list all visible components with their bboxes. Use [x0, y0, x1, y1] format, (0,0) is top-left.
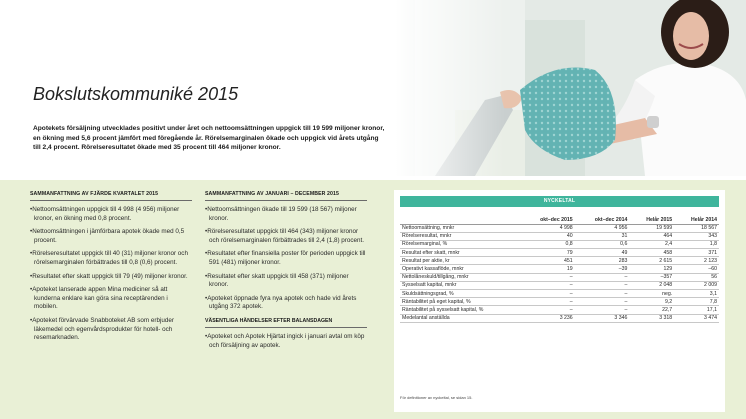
cell-value: 3 236 — [520, 314, 575, 322]
row-label: Skuldsättningsgrad, % — [400, 290, 520, 298]
kpi-table — [400, 216, 719, 323]
table-row — [400, 240, 719, 248]
cell-value: 4 956 — [575, 224, 630, 232]
row-label: Resultat per aktie, kr — [400, 257, 520, 265]
kpi-col-header: okt–dec 2015 — [520, 216, 575, 224]
cell-value: – — [575, 306, 630, 314]
cell-value: – — [575, 290, 630, 298]
table-row — [400, 232, 719, 240]
cell-value: 49 — [575, 249, 630, 257]
table-row — [400, 249, 719, 257]
q4-bullet: • Resultatet efter skatt uppgick till 79 (49) miljoner kronor. — [30, 273, 192, 282]
q4-bullet: • Apoteket lanserade appen Mina mediciner så att kunderna enklare kan göra sina receptärenden i mobilen. — [30, 286, 192, 312]
row-label: Rörelsemarginal, % — [400, 240, 520, 248]
cell-value: 18 567 — [674, 224, 719, 232]
cell-value: 464 — [629, 232, 674, 240]
table-row — [400, 257, 719, 265]
q4-heading: SAMMANFATTNING AV FJÄRDE KVARTALET 2015 — [30, 191, 192, 201]
table-row — [400, 298, 719, 306]
cell-value: – — [575, 281, 630, 289]
fullyear-bullet: • Resultatet efter skatt uppgick till 458 (371) miljoner kronor. — [205, 273, 367, 290]
cell-value: 1,8 — [674, 240, 719, 248]
cell-value: – — [520, 306, 575, 314]
q4-bullet: • Nettoomsättningen i jämförbara apotek ökade med 0,5 procent. — [30, 228, 192, 245]
cell-value: 3,1 — [674, 290, 719, 298]
cell-value: 0,8 — [520, 240, 575, 248]
cell-value: – — [575, 273, 630, 281]
cell-value: 17,1 — [674, 306, 719, 314]
cell-value: 2 123 — [674, 257, 719, 265]
cell-value: – — [520, 290, 575, 298]
fullyear-bullet: • Nettoomsättningen ökade till 19 599 (18 567) miljoner kronor. — [205, 206, 367, 223]
row-label: Sysselsatt kapital, mnkr — [400, 281, 520, 289]
cell-value: –357 — [629, 273, 674, 281]
hero-fade — [395, 0, 505, 176]
table-row — [400, 314, 719, 322]
cell-value: neg. — [629, 290, 674, 298]
cell-value: 2 048 — [629, 281, 674, 289]
row-label: Nettolåneskuld/tillgång, mnkr — [400, 273, 520, 281]
cell-value: 129 — [629, 265, 674, 273]
intro-paragraph: Apotekets försäljning utvecklades positivt under året och nettoomsättningen uppgick till 19 599 miljoner kronor, en ökning med 5,6 procent jämfört med föregående år. Rörelsemarginalen ökade och uppgick vid årets utgång till 2,4 procent. Rörelseresultatet ökade med 35 procent till 464 miljoner kronor. — [33, 125, 385, 151]
q4-summary — [30, 191, 192, 348]
row-label: Medelantal anställda — [400, 314, 520, 322]
kpi-header-row — [400, 216, 719, 224]
table-row — [400, 265, 719, 273]
cell-value: 451 — [520, 257, 575, 265]
table-row — [400, 281, 719, 289]
kpi-col-header: Helår 2014 — [674, 216, 719, 224]
cell-value: 458 — [629, 249, 674, 257]
cell-value: 31 — [575, 232, 630, 240]
cell-value: 7,8 — [674, 298, 719, 306]
kpi-card — [394, 190, 725, 412]
cell-value: 371 — [674, 249, 719, 257]
cell-value: 22,7 — [629, 306, 674, 314]
cell-value: 0,6 — [575, 240, 630, 248]
cell-value: – — [520, 273, 575, 281]
kpi-footnote: För definitioner av nyckeltal, se sidan 15. — [400, 395, 473, 400]
cell-value: –39 — [575, 265, 630, 273]
row-label: Resultat efter skatt, mnkr — [400, 249, 520, 257]
q4-bullet: • Rörelseresultatet uppgick till 40 (31) miljoner kronor och rörelsemarginalen förbättrades till 0,8 (0,6) procent. — [30, 250, 192, 267]
cell-value: 3 318 — [629, 314, 674, 322]
cell-value: –60 — [674, 265, 719, 273]
fullyear-heading: SAMMANFATTNING AV JANUARI – DECEMBER 2015 — [205, 191, 367, 201]
kpi-col-header: Helår 2015 — [629, 216, 674, 224]
fullyear-bullet: • Resultatet efter finansiella poster för perioden uppgick till 591 (481) miljoner kronor. — [205, 250, 367, 267]
cell-value: 2 009 — [674, 281, 719, 289]
row-label: Räntabilitet på sysselsatt kapital, % — [400, 306, 520, 314]
fullyear-bullet: • Apoteket öppnade fyra nya apotek och hade vid årets utgång 372 apotek. — [205, 295, 367, 312]
cell-value: 56 — [674, 273, 719, 281]
cell-value: – — [520, 298, 575, 306]
cell-value: 40 — [520, 232, 575, 240]
events-heading: VÄSENTLIGA HÄNDELSER EFTER BALANSDAGEN — [205, 318, 367, 328]
table-row — [400, 290, 719, 298]
q4-bullet: • Apoteket förvärvade Snabboteket AB som erbjuder läkemedel och egenvårdsprodukter för hotell- och resemarknaden. — [30, 317, 192, 343]
table-row — [400, 273, 719, 281]
kpi-title: NYCKELTAL — [400, 196, 719, 207]
cell-value: 2 615 — [629, 257, 674, 265]
cell-value: 19 599 — [629, 224, 674, 232]
cell-value: 4 998 — [520, 224, 575, 232]
fullyear-summary — [205, 191, 367, 355]
cell-value: – — [575, 298, 630, 306]
cell-value: 19 — [520, 265, 575, 273]
cell-value: – — [520, 281, 575, 289]
events-bullet: • Apoteket och Apotek Hjärtat ingick i januari avtal om köp och försäljning av apotek. — [205, 333, 367, 350]
row-label: Operativt kassaflöde, mnkr — [400, 265, 520, 273]
cell-value: 2,4 — [629, 240, 674, 248]
table-row — [400, 224, 719, 232]
row-label: Räntabilitet på eget kapital, % — [400, 298, 520, 306]
row-label: Nettoomsättning, mnkr — [400, 224, 520, 232]
cell-value: 3 474 — [674, 314, 719, 322]
q4-bullet: • Nettoomsättningen uppgick till 4 998 (4 956) miljoner kronor, en ökning med 0,8 procent. — [30, 206, 192, 223]
cell-value: 343 — [674, 232, 719, 240]
cell-value: 3 346 — [575, 314, 630, 322]
row-label: Rörelseresultat, mnkr — [400, 232, 520, 240]
cell-value: 283 — [575, 257, 630, 265]
cell-value: 79 — [520, 249, 575, 257]
page-title: Bokslutskommuniké 2015 — [33, 84, 239, 104]
table-row — [400, 306, 719, 314]
kpi-col-header: okt–dec 2014 — [575, 216, 630, 224]
kpi-corner — [400, 216, 520, 224]
cell-value: 9,2 — [629, 298, 674, 306]
fullyear-bullet: • Rörelseresultatet uppgick till 464 (343) miljoner kronor och rörelsemarginalen förbättrades till 2,4 (1,8) procent. — [205, 228, 367, 245]
